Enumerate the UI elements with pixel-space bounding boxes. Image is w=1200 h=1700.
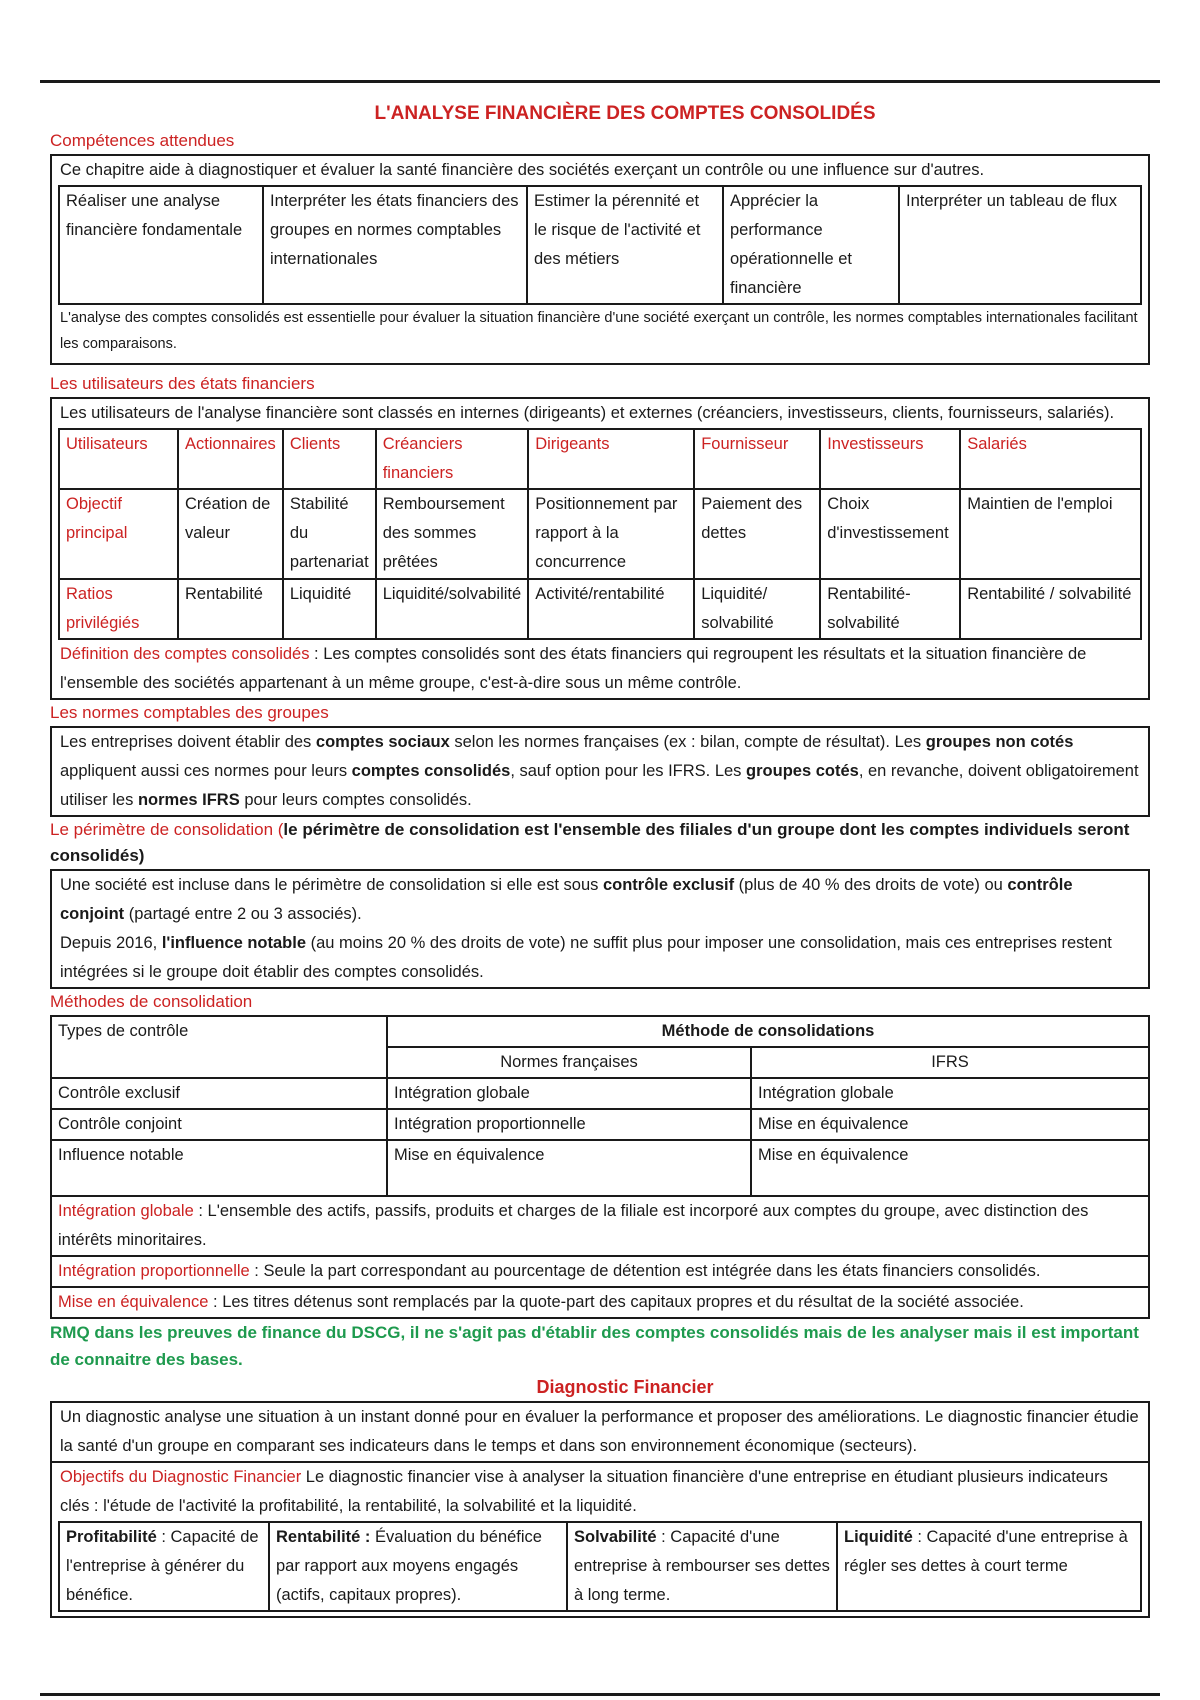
bold-term: groupes non cotés xyxy=(925,733,1074,751)
table-row-label: Ratios privilégiés xyxy=(59,579,178,639)
text-run: appliquent aussi ces normes pour leurs xyxy=(60,762,352,780)
indicateur-text: : Capacité de l'entreprise à générer du bénéfice. xyxy=(66,1528,259,1604)
document-content xyxy=(50,100,1150,1618)
table-row xyxy=(59,429,1141,489)
table-header-cell: Méthode de consolidations xyxy=(387,1016,1149,1047)
bold-term: l'influence notable xyxy=(161,934,307,952)
diagnostic-box xyxy=(50,1401,1150,1463)
table-cell: Influence notable xyxy=(51,1140,387,1196)
text-run: (au moins 20 % des droits de vote) ne suffit plus pour imposer une consolidation, mais ces entreprises restent intégrées si le groupe doit établir des comptes consolidés. xyxy=(60,934,1112,981)
bold-term: comptes consolidés xyxy=(351,762,511,780)
table-header-cell: Fournisseur xyxy=(694,429,820,489)
table-cell: Choix d'investissement xyxy=(820,489,960,579)
text-run: pour leurs comptes consolidés. xyxy=(239,791,472,809)
competences-table xyxy=(58,185,1142,305)
perimetre-p1 xyxy=(52,871,1148,929)
indicateur-cell xyxy=(567,1522,837,1611)
text-run: Une société est incluse dans le périmètre de consolidation si elle est sous xyxy=(60,876,603,894)
table-row xyxy=(59,579,1141,639)
section-heading-methodes: Méthodes de consolidation xyxy=(50,992,253,1011)
competences-box xyxy=(50,154,1150,365)
definition-label: Intégration globale xyxy=(58,1202,194,1220)
document-title: L'ANALYSE FINANCIÈRE DES COMPTES CONSOLIDÉS xyxy=(374,103,876,124)
table-cell: Liquidité/ solvabilité xyxy=(694,579,820,639)
competence-item: Estimer la pérennité et le risque de l'activité et des métiers xyxy=(527,186,723,304)
definition-label: Mise en équivalence xyxy=(58,1293,209,1311)
diagnostic-objectifs-box xyxy=(50,1463,1150,1618)
table-cell: Mise en équivalence xyxy=(751,1109,1149,1140)
perimetre-p2 xyxy=(52,929,1148,987)
table-cell: Rentabilité xyxy=(178,579,283,639)
indicateur-term: Solvabilité xyxy=(574,1528,657,1546)
table-cell: Paiement des dettes xyxy=(694,489,820,579)
table-cell: Activité/rentabilité xyxy=(528,579,694,639)
table-cell: Intégration globale xyxy=(751,1078,1149,1109)
table-row xyxy=(59,1522,1141,1611)
table-row xyxy=(51,1016,1149,1047)
indicateur-cell xyxy=(269,1522,567,1611)
definition-row xyxy=(51,1287,1149,1318)
objectifs-label: Objectifs du Diagnostic Financier xyxy=(60,1468,302,1486)
table-header-cell: Dirigeants xyxy=(528,429,694,489)
table-cell: Mise en équivalence xyxy=(387,1140,751,1196)
bottom-rule xyxy=(40,1693,1160,1696)
table-header-cell: Actionnaires xyxy=(178,429,283,489)
indicateur-cell xyxy=(59,1522,269,1611)
text-run: (partagé entre 2 ou 3 associés). xyxy=(124,905,362,923)
table-cell: Création de valeur xyxy=(178,489,283,579)
objectifs-text: Le diagnostic financier vise à analyser la situation financière d'une entreprise en étudiant plusieurs indicateurs clés : l'étude de l'activité la profitabilité, la rentabilité, la solvabilité et la liquidité. xyxy=(60,1468,1108,1515)
table-cell: Rentabilité / solvabilité xyxy=(960,579,1141,639)
table-row xyxy=(51,1196,1149,1256)
table-header-cell: Investisseurs xyxy=(820,429,960,489)
competence-item: Interpréter un tableau de flux xyxy=(899,186,1141,304)
table-header-cell: Créanciers financiers xyxy=(376,429,529,489)
methodes-table xyxy=(50,1015,1150,1319)
indicateur-text: Évaluation du bénéfice par rapport aux moyens engagés (actifs, capitaux propres). xyxy=(276,1528,542,1604)
competence-item: Interpréter les états financiers des groupes en normes comptables internationales xyxy=(263,186,527,304)
text-run: , en revanche, doivent obligatoirement utiliser les xyxy=(60,762,1139,809)
normes-paragraph xyxy=(52,728,1148,815)
rmq-note: RMQ dans les preuves de finance du DSCG, il ne s'agit pas d'établir des comptes consolidés mais de les analyser mais il est important de connaitre des bases. xyxy=(50,1323,1139,1369)
definition-label: Définition des comptes consolidés xyxy=(60,645,310,663)
indicateur-text: : Capacité d'une entreprise à rembourser ses dettes à long terme. xyxy=(574,1528,830,1604)
table-header-cell: Salariés xyxy=(960,429,1141,489)
text-run: , sauf option pour les IFRS. Les xyxy=(510,762,747,780)
table-cell: Stabilité du partenariat xyxy=(283,489,376,579)
text-run: Les entreprises doivent établir des xyxy=(60,733,316,751)
section-heading-perimetre xyxy=(50,817,1150,869)
bold-term: normes IFRS xyxy=(137,791,240,809)
table-header-cell: Utilisateurs xyxy=(59,429,178,489)
definition-text: : Les comptes consolidés sont des états financiers qui regroupent les résultats et la situation financière de l'ensemble des sociétés appartenant à un même groupe, c'est-à-dire sous un même contrôle. xyxy=(60,645,1087,692)
competences-intro: Ce chapitre aide à diagnostiquer et évaluer la santé financière des sociétés exerçant un contrôle ou une influence sur d'autres. xyxy=(60,161,985,179)
text-run: (plus de 40 % des droits de vote) ou xyxy=(734,876,1008,894)
indicateur-term: Rentabilité : xyxy=(276,1528,371,1546)
table-cell: Mise en équivalence xyxy=(751,1140,1149,1196)
perimetre-box xyxy=(50,869,1150,989)
competence-item: Réaliser une analyse financière fondamentale xyxy=(59,186,263,304)
competences-note: L'analyse des comptes consolidés est essentielle pour évaluer la situation financière d'une société exerçant un contrôle, les normes comptables internationales facilitant les comparaisons. xyxy=(60,310,1138,352)
table-row xyxy=(51,1109,1149,1140)
table-cell: Contrôle exclusif xyxy=(51,1078,387,1109)
table-row xyxy=(51,1078,1149,1109)
bold-term: groupes cotés xyxy=(746,762,859,780)
utilisateurs-intro: Les utilisateurs de l'analyse financière sont classés en internes (dirigeants) et externes (créanciers, investisseurs, clients, fournisseurs, salariés). xyxy=(60,404,1115,422)
bold-term: contrôle conjoint xyxy=(60,876,1073,923)
heading-label: Le périmètre de consolidation ( xyxy=(50,820,284,839)
table-cell: Intégration proportionnelle xyxy=(387,1109,751,1140)
utilisateurs-table xyxy=(58,428,1142,640)
definition-row xyxy=(51,1256,1149,1287)
indicateurs-table xyxy=(58,1521,1142,1612)
utilisateurs-box xyxy=(50,397,1150,700)
diagnostic-intro: Un diagnostic analyse une situation à un instant donné pour en évaluer la performance et proposer des améliorations. Le diagnostic financier étudie la santé d'un groupe en comparant ses indicateurs dans le temps et dans son environnement économique (secteurs). xyxy=(60,1408,1139,1455)
table-cell: Contrôle conjoint xyxy=(51,1109,387,1140)
heading-bold: le périmètre de consolidation est l'ensemble des filiales d'un groupe dont les comptes individuels seront consolidés) xyxy=(50,820,1130,865)
section-heading-utilisateurs: Les utilisateurs des états financiers xyxy=(50,374,315,393)
definition-consolides xyxy=(52,640,1148,698)
definition-text: : Les titres détenus sont remplacés par la quote-part des capitaux propres et du résultat de la société associée. xyxy=(208,1293,1024,1311)
bold-term: contrôle exclusif xyxy=(602,876,735,894)
diagnostic-objectifs xyxy=(52,1463,1148,1521)
text-run: selon les normes françaises (ex : bilan, compte de résultat). Les xyxy=(449,733,926,751)
definition-row xyxy=(51,1196,1149,1256)
indicateur-text: : Capacité d'une entreprise à régler ses dettes à court terme xyxy=(844,1528,1128,1575)
table-row xyxy=(51,1256,1149,1287)
indicateur-cell xyxy=(837,1522,1141,1611)
table-header-cell: Normes françaises xyxy=(387,1047,751,1078)
section-heading-competences: Compétences attendues xyxy=(50,131,235,150)
competence-item: Apprécier la performance opérationnelle et financière xyxy=(723,186,899,304)
definition-text: : L'ensemble des actifs, passifs, produits et charges de la filiale est incorporé aux comptes du groupe, avec distinction des intérêts minoritaires. xyxy=(58,1202,1089,1249)
table-cell: Remboursement des sommes prêtées xyxy=(376,489,529,579)
table-header-cell: Types de contrôle xyxy=(51,1016,387,1078)
table-row xyxy=(51,1287,1149,1318)
normes-box xyxy=(50,726,1150,817)
top-rule xyxy=(40,80,1160,83)
section-heading-normes: Les normes comptables des groupes xyxy=(50,703,329,722)
indicateur-term: Profitabilité xyxy=(66,1528,157,1546)
table-cell: Liquidité xyxy=(283,579,376,639)
table-header-cell: Clients xyxy=(283,429,376,489)
table-cell: Rentabilité-solvabilité xyxy=(820,579,960,639)
table-row xyxy=(59,489,1141,579)
text-run: Depuis 2016, xyxy=(60,934,162,952)
table-row-label: Objectif principal xyxy=(59,489,178,579)
definition-label: Intégration proportionnelle xyxy=(58,1262,250,1280)
table-row xyxy=(51,1140,1149,1196)
table-cell: Intégration globale xyxy=(387,1078,751,1109)
table-cell: Positionnement par rapport à la concurrence xyxy=(528,489,694,579)
indicateur-term: Liquidité xyxy=(844,1528,913,1546)
definition-text: : Seule la part correspondant au pourcentage de détention est intégrée dans les états financiers consolidés. xyxy=(249,1262,1041,1280)
table-cell: Maintien de l'emploi xyxy=(960,489,1141,579)
table-cell: Liquidité/solvabilité xyxy=(376,579,529,639)
bold-term: comptes sociaux xyxy=(315,733,450,751)
diagnostic-heading: Diagnostic Financier xyxy=(536,1377,714,1397)
table-header-cell: IFRS xyxy=(751,1047,1149,1078)
